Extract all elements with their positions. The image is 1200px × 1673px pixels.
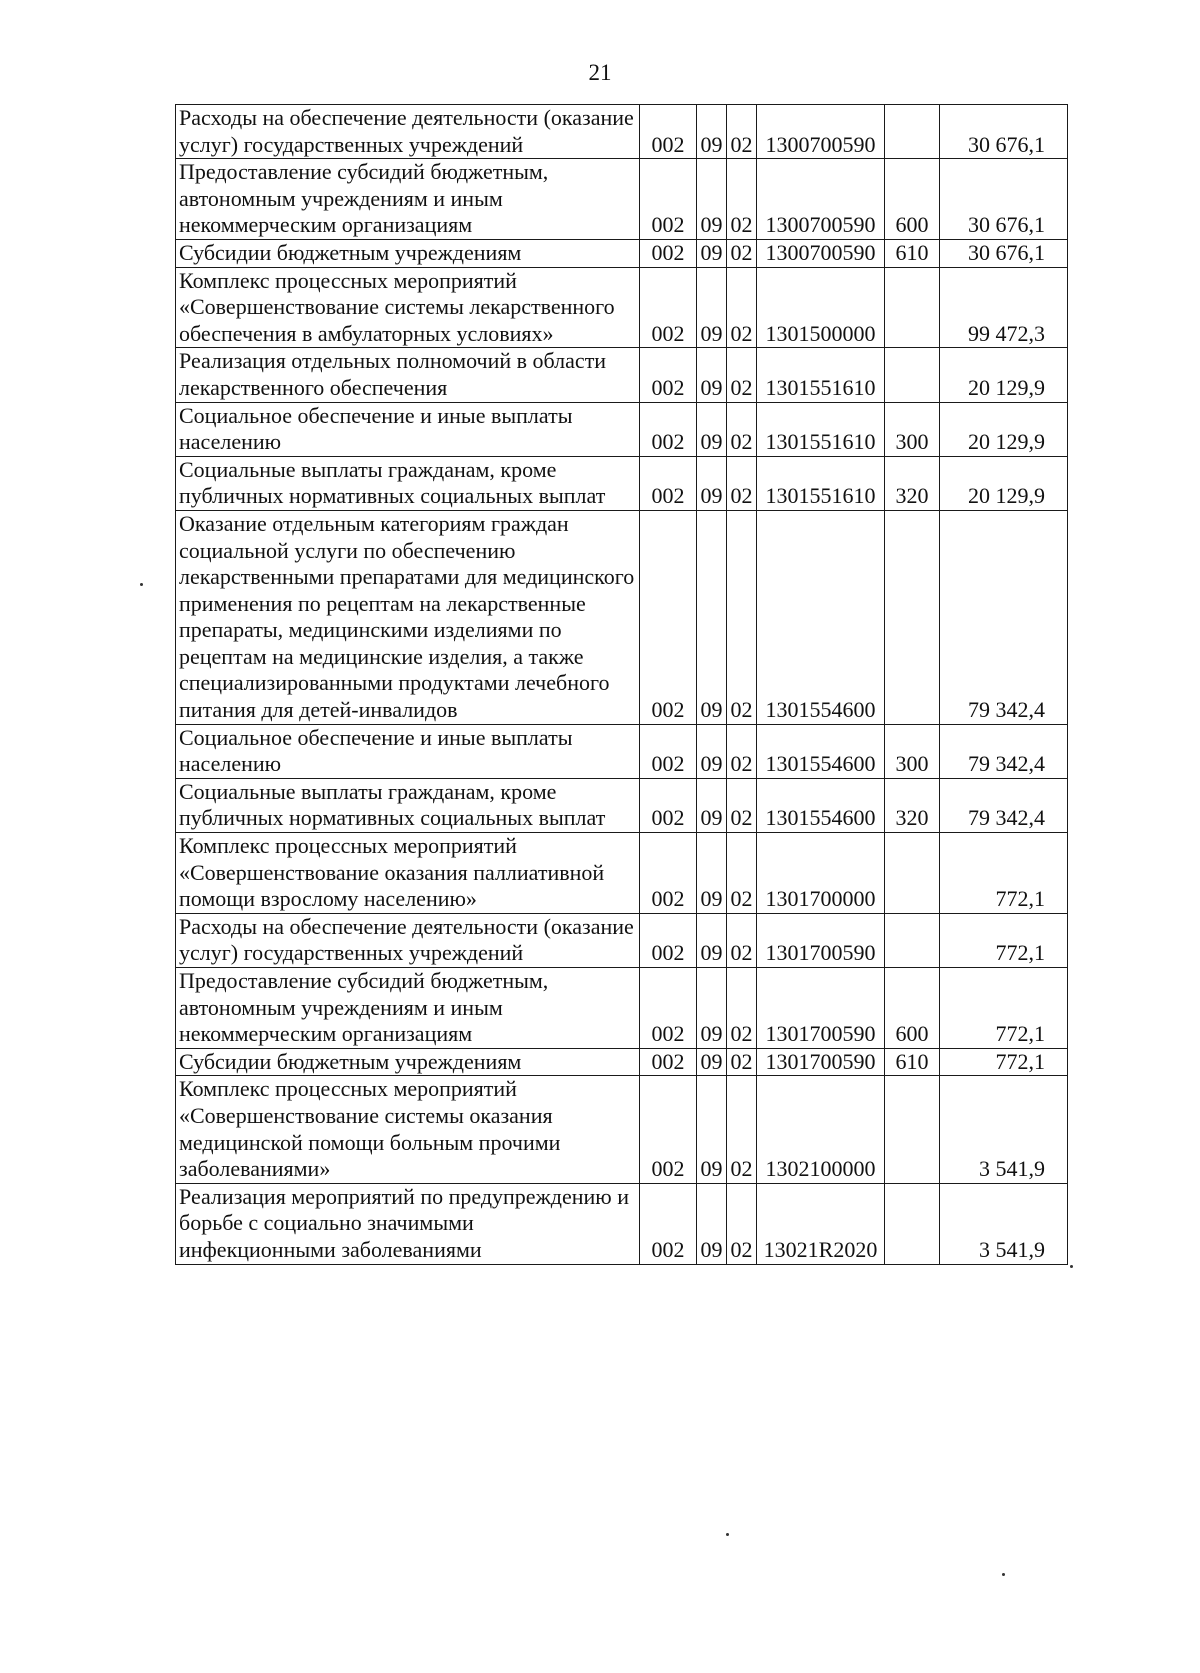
subsection-code: 02 <box>727 1048 757 1076</box>
amount: 30 676,1 <box>940 105 1068 159</box>
admin-code: 002 <box>640 159 697 240</box>
row-name: Предоставление субсидий бюджетным, автономным учреждениям и иным некоммерческим организациям <box>176 968 640 1049</box>
expense-type-code <box>885 833 940 914</box>
scan-speck <box>726 1533 729 1536</box>
expense-type-code: 610 <box>885 239 940 267</box>
section-code: 09 <box>697 105 727 159</box>
section-code: 09 <box>697 159 727 240</box>
scan-speck <box>1070 1265 1073 1268</box>
section-code: 09 <box>697 510 727 724</box>
amount: 20 129,9 <box>940 456 1068 510</box>
amount: 3 541,9 <box>940 1076 1068 1183</box>
target-article-code: 1301551610 <box>757 456 885 510</box>
table-row <box>176 1048 1068 1076</box>
expense-type-code <box>885 1076 940 1183</box>
table-row <box>176 724 1068 778</box>
row-name: Субсидии бюджетным учреждениям <box>176 239 640 267</box>
admin-code: 002 <box>640 778 697 832</box>
table-row <box>176 267 1068 348</box>
admin-code: 002 <box>640 1183 697 1264</box>
target-article-code: 1301551610 <box>757 348 885 402</box>
amount: 79 342,4 <box>940 778 1068 832</box>
target-article-code: 1300700590 <box>757 239 885 267</box>
amount: 20 129,9 <box>940 348 1068 402</box>
amount: 3 541,9 <box>940 1183 1068 1264</box>
section-code: 09 <box>697 833 727 914</box>
expense-type-code: 600 <box>885 968 940 1049</box>
row-name: Социальные выплаты гражданам, кроме публичных нормативных социальных выплат <box>176 778 640 832</box>
budget-table-body <box>176 105 1068 1265</box>
row-name: Комплекс процессных мероприятий «Совершенствование оказания паллиативной помощи взрослому населению» <box>176 833 640 914</box>
subsection-code: 02 <box>727 159 757 240</box>
amount: 79 342,4 <box>940 510 1068 724</box>
subsection-code: 02 <box>727 402 757 456</box>
row-name: Расходы на обеспечение деятельности (оказание услуг) государственных учреждений <box>176 913 640 967</box>
section-code: 09 <box>697 724 727 778</box>
target-article-code: 1301700000 <box>757 833 885 914</box>
expense-type-code <box>885 348 940 402</box>
admin-code: 002 <box>640 1076 697 1183</box>
subsection-code: 02 <box>727 968 757 1049</box>
row-name: Социальные выплаты гражданам, кроме публичных нормативных социальных выплат <box>176 456 640 510</box>
budget-table <box>175 104 1068 1265</box>
expense-type-code: 320 <box>885 456 940 510</box>
table-row <box>176 833 1068 914</box>
admin-code: 002 <box>640 510 697 724</box>
admin-code: 002 <box>640 1048 697 1076</box>
section-code: 09 <box>697 1048 727 1076</box>
expense-type-code: 610 <box>885 1048 940 1076</box>
expense-type-code <box>885 510 940 724</box>
subsection-code: 02 <box>727 913 757 967</box>
amount: 772,1 <box>940 1048 1068 1076</box>
expense-type-code: 300 <box>885 402 940 456</box>
amount: 99 472,3 <box>940 267 1068 348</box>
section-code: 09 <box>697 968 727 1049</box>
row-name: Субсидии бюджетным учреждениям <box>176 1048 640 1076</box>
subsection-code: 02 <box>727 778 757 832</box>
admin-code: 002 <box>640 267 697 348</box>
scan-speck <box>140 583 143 586</box>
admin-code: 002 <box>640 833 697 914</box>
amount: 20 129,9 <box>940 402 1068 456</box>
row-name: Расходы на обеспечение деятельности (оказание услуг) государственных учреждений <box>176 105 640 159</box>
row-name: Социальное обеспечение и иные выплаты населению <box>176 402 640 456</box>
row-name: Реализация отдельных полномочий в области лекарственного обеспечения <box>176 348 640 402</box>
table-row <box>176 1183 1068 1264</box>
amount: 772,1 <box>940 968 1068 1049</box>
section-code: 09 <box>697 239 727 267</box>
table-row <box>176 778 1068 832</box>
row-name: Предоставление субсидий бюджетным, автономным учреждениям и иным некоммерческим организациям <box>176 159 640 240</box>
admin-code: 002 <box>640 402 697 456</box>
expense-type-code <box>885 913 940 967</box>
target-article-code: 1301700590 <box>757 913 885 967</box>
section-code: 09 <box>697 402 727 456</box>
section-code: 09 <box>697 456 727 510</box>
admin-code: 002 <box>640 456 697 510</box>
target-article-code: 1301554600 <box>757 724 885 778</box>
admin-code: 002 <box>640 724 697 778</box>
target-article-code: 1301700590 <box>757 968 885 1049</box>
section-code: 09 <box>697 1183 727 1264</box>
table-row <box>176 239 1068 267</box>
amount: 30 676,1 <box>940 159 1068 240</box>
target-article-code: 1300700590 <box>757 159 885 240</box>
subsection-code: 02 <box>727 267 757 348</box>
expense-type-code: 300 <box>885 724 940 778</box>
target-article-code: 1302100000 <box>757 1076 885 1183</box>
row-name: Оказание отдельным категориям граждан социальной услуги по обеспечению лекарственными препаратами для медицинского применения по рецептам на лекарственные препараты, медицинскими изделиями по рецептам на медицинские изделия, а также специализированными продуктами лечебного питания для детей-инвалидов <box>176 510 640 724</box>
table-row <box>176 510 1068 724</box>
subsection-code: 02 <box>727 105 757 159</box>
subsection-code: 02 <box>727 1183 757 1264</box>
table-row <box>176 456 1068 510</box>
admin-code: 002 <box>640 239 697 267</box>
target-article-code: 1301700590 <box>757 1048 885 1076</box>
page-number: 21 <box>588 60 612 85</box>
admin-code: 002 <box>640 348 697 402</box>
table-row <box>176 968 1068 1049</box>
expense-type-code <box>885 105 940 159</box>
amount: 79 342,4 <box>940 724 1068 778</box>
target-article-code: 1300700590 <box>757 105 885 159</box>
table-row <box>176 159 1068 240</box>
row-name: Реализация мероприятий по предупреждению и борьбе с социально значимыми инфекционными заболеваниями <box>176 1183 640 1264</box>
row-name: Социальное обеспечение и иные выплаты населению <box>176 724 640 778</box>
expense-type-code <box>885 267 940 348</box>
admin-code: 002 <box>640 105 697 159</box>
amount: 30 676,1 <box>940 239 1068 267</box>
row-name: Комплекс процессных мероприятий «Совершенствование системы оказания медицинской помощи больным прочими заболеваниями» <box>176 1076 640 1183</box>
subsection-code: 02 <box>727 348 757 402</box>
scan-speck <box>1002 1573 1005 1576</box>
table-row <box>176 402 1068 456</box>
target-article-code: 1301551610 <box>757 402 885 456</box>
subsection-code: 02 <box>727 456 757 510</box>
section-code: 09 <box>697 267 727 348</box>
subsection-code: 02 <box>727 1076 757 1183</box>
amount: 772,1 <box>940 833 1068 914</box>
subsection-code: 02 <box>727 724 757 778</box>
subsection-code: 02 <box>727 510 757 724</box>
table-row <box>176 348 1068 402</box>
amount: 772,1 <box>940 913 1068 967</box>
target-article-code: 1301554600 <box>757 778 885 832</box>
row-name: Комплекс процессных мероприятий «Совершенствование системы лекарственного обеспечения в амбулаторных условиях» <box>176 267 640 348</box>
table-row <box>176 105 1068 159</box>
section-code: 09 <box>697 778 727 832</box>
subsection-code: 02 <box>727 239 757 267</box>
expense-type-code: 320 <box>885 778 940 832</box>
target-article-code: 13021R2020 <box>757 1183 885 1264</box>
section-code: 09 <box>697 913 727 967</box>
target-article-code: 1301500000 <box>757 267 885 348</box>
expense-type-code <box>885 1183 940 1264</box>
admin-code: 002 <box>640 968 697 1049</box>
target-article-code: 1301554600 <box>757 510 885 724</box>
table-row <box>176 1076 1068 1183</box>
subsection-code: 02 <box>727 833 757 914</box>
admin-code: 002 <box>640 913 697 967</box>
table-row <box>176 913 1068 967</box>
section-code: 09 <box>697 348 727 402</box>
expense-type-code: 600 <box>885 159 940 240</box>
section-code: 09 <box>697 1076 727 1183</box>
